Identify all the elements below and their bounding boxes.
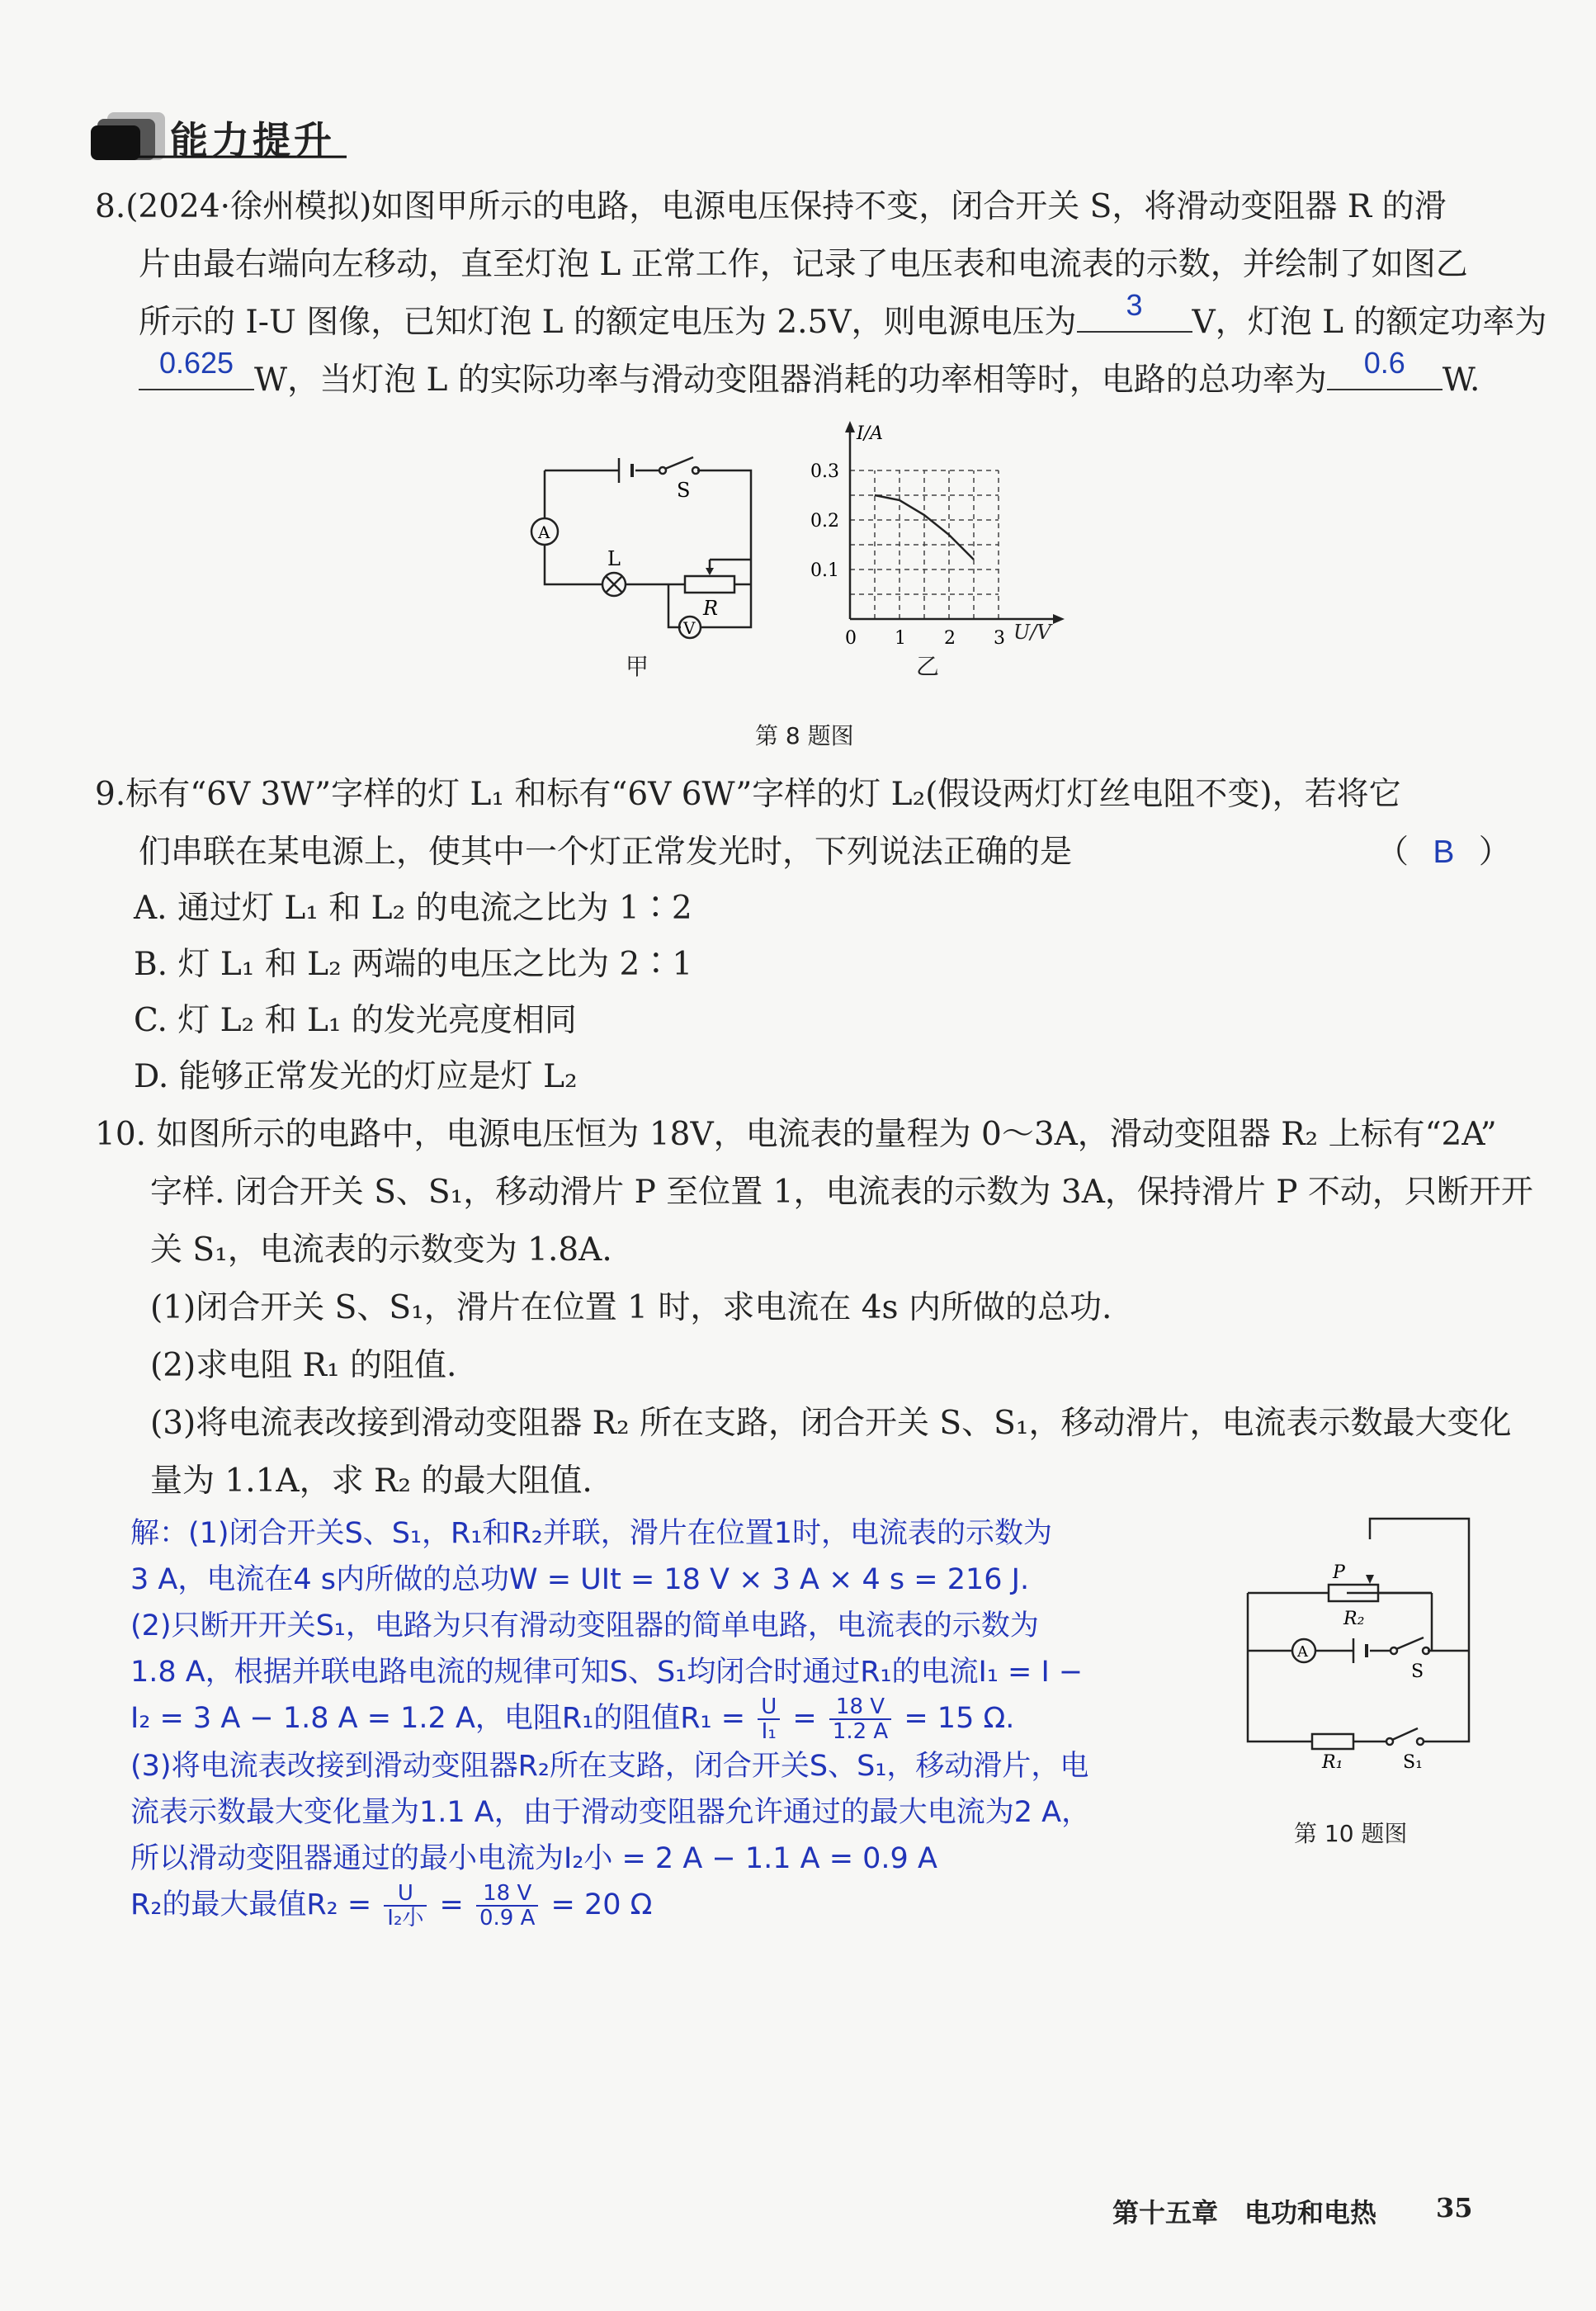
q8-circuit-voltmeter-label: V	[683, 618, 696, 638]
solution-line3: (2)只断开开关S₁，电路为只有滑动变阻器的简单电路，电流表的示数为	[130, 1609, 1039, 1642]
solution-line4: 1.8 A，根据并联电路电流的规律可知S、S₁均闭合时通过R₁的电流I₁ = I −	[130, 1656, 1084, 1689]
q8-line3-a: 所示的 I-U 图像，已知灯泡 L 的额定电压为 2.5V，则电源电压为	[139, 304, 1077, 341]
solution-line8: 所以滑动变阻器通过的最小电流为I₂小 = 2 A − 1.1 A = 0.9 A	[130, 1842, 937, 1875]
q10-line1: 10. 如图所示的电路中，电源电压恒为 18V，电流表的量程为 0～3A，滑动变阻器 R₂ 上标有“2A”	[95, 1116, 1497, 1153]
q10-line3: 关 S₁，电流表的示数变为 1.8A.	[150, 1231, 612, 1269]
chart-xlabel: U/V	[1013, 621, 1051, 644]
q8-fig-label-a: 甲	[626, 653, 649, 680]
solution-line1: 解：(1)闭合开关S、S₁，R₁和R₂并联，滑片在位置1时，电流表的示数为	[130, 1517, 1053, 1550]
chart-x-tick-label: 3	[994, 628, 1005, 649]
q8-line4-a: W，当灯泡 L 的实际功率与滑动变阻器消耗的功率相等时，电路的总功率为	[254, 362, 1327, 399]
q8-caption: 第 8 题图	[755, 722, 854, 749]
blank-rated-power[interactable]	[139, 346, 254, 390]
solution-line5-a: I₂ = 3 A − 1.8 A = 1.2 A，电阻R₁的阻值R₁ =	[130, 1702, 746, 1735]
solution-line5-b: = 15 Ω.	[904, 1702, 1015, 1735]
q9-answer: B	[1433, 834, 1455, 870]
q9-option-d[interactable]: D. 能够正常发光的灯应是灯 L₂	[134, 1058, 578, 1095]
q10-switch-label: S	[1411, 1661, 1424, 1682]
q8-circuit-rheostat-label: R	[703, 597, 719, 620]
frac-num: U	[384, 1882, 427, 1907]
q8-line3-b: V，灯泡 L 的额定功率为	[1192, 304, 1547, 341]
frac-den: I₂小	[387, 1906, 424, 1931]
q10-line2: 字样. 闭合开关 S、S₁，移动滑片 P 至位置 1，电流表的示数为 3A，保持滑片 P 不动，只断开开	[150, 1174, 1533, 1211]
q10-caption: 第 10 题图	[1294, 1820, 1408, 1847]
q8-fig-label-b: 乙	[916, 653, 940, 680]
page-number: 35	[1436, 2192, 1473, 2224]
frac-den: 1.2 A	[832, 1719, 889, 1744]
q8-line4-b: W.	[1442, 362, 1480, 399]
footer-chapter: 第十五章 电功和电热	[1112, 2197, 1377, 2228]
q9-answer-bracket: （ B ）	[1376, 824, 1511, 881]
frac-den: I₁	[761, 1719, 777, 1744]
q9-option-b[interactable]: B. 灯 L₁ 和 L₂ 两端的电压之比为 2∶1	[134, 946, 693, 983]
q8-circuit-diagram	[528, 437, 792, 644]
blank-source-voltage[interactable]	[1077, 288, 1192, 333]
chart-y-tick-label: 0.1	[810, 560, 839, 581]
q9-line1: 9.标有“6V 3W”字样的灯 L₁ 和标有“6V 6W”字样的灯 L₂(假设两灯灯丝电阻不变)，若将它	[95, 776, 1401, 813]
solution-line9: R₂的最大最值R₂ = $\frac{U}{\text{I₂小}}$ = $\frac{18 V}{0.9 A}$ = 20 Ω	[130, 1881, 653, 1931]
chart-ylabel: I/A	[857, 423, 883, 444]
q8-line2: 片由最右端向左移动，直至灯泡 L 正常工作，记录了电压表和电流表的示数，并绘制了如图乙	[139, 246, 1468, 283]
answer-source-voltage: 3	[1126, 288, 1143, 322]
q9-option-a[interactable]: A. 通过灯 L₁ 和 L₂ 的电流之比为 1∶2	[134, 890, 692, 927]
q10-slider-label: P	[1333, 1562, 1345, 1583]
q10-circuit-diagram	[1238, 1502, 1485, 1773]
q10-resistor-label: R₁	[1322, 1752, 1343, 1773]
frac-den: 0.9 A	[479, 1906, 536, 1931]
fraction-18v-over-0_9a	[476, 1882, 538, 1930]
solution-line9-a: R₂的最大最值R₂ =	[130, 1888, 372, 1921]
solution-line2: 3 A，电流在4 s内所做的总功W = UIt = 18 V × 3 A × 4 s = 216 J.	[130, 1563, 1030, 1596]
frac-num: 18 V	[476, 1882, 538, 1907]
solution-line5: I₂ = 3 A − 1.8 A = 1.2 A，电阻R₁的阻值R₁ = $\frac{U}{\text{I₁}}$ = $\frac{18 V}{1.2 A}$ = 15 Ω.	[130, 1694, 1015, 1744]
chart-x-tick-label: 0	[845, 628, 857, 649]
q10-part3b: 量为 1.1A，求 R₂ 的最大阻值.	[150, 1463, 593, 1500]
q9-line2: 们串联在某电源上，使其中一个灯正常发光时，下列说法正确的是	[139, 834, 1073, 871]
solution-line9-b: = 20 Ω	[550, 1888, 653, 1921]
q10-part1: (1)闭合开关 S、S₁，滑片在位置 1 时，求电流在 4s 内所做的总功.	[150, 1289, 1112, 1326]
chart-y-tick-label: 0.3	[810, 461, 839, 482]
section-title: 能力提升	[170, 118, 335, 163]
chart-y-tick-label: 0.2	[810, 511, 839, 532]
q8-circuit-ammeter-label: A	[538, 522, 550, 542]
q10-solution	[130, 1510, 1228, 1930]
q10-rheostat-label: R₂	[1343, 1609, 1365, 1629]
q10-ammeter-label: A	[1297, 1643, 1308, 1661]
q8-circuit-lamp-label: L	[607, 547, 621, 570]
fraction-u-over-i2min	[384, 1882, 427, 1930]
q9-option-c[interactable]: C. 灯 L₂ 和 L₁ 的发光亮度相同	[134, 1002, 577, 1039]
chart-x-tick-label: 2	[944, 628, 956, 649]
blank-total-power[interactable]	[1327, 346, 1443, 390]
q10-part3a: (3)将电流表改接到滑动变阻器 R₂ 所在支路，闭合开关 S、S₁，移动滑片，电流表示数最大变化	[150, 1405, 1512, 1442]
q10-switch2-label: S₁	[1403, 1752, 1423, 1773]
answer-rated-power: 0.625	[158, 346, 234, 380]
answer-total-power: 0.6	[1363, 346, 1405, 380]
q10-part2: (2)求电阻 R₁ 的阻值.	[150, 1347, 457, 1384]
solution-line7: 流表示数最大变化量为1.1 A，由于滑动变阻器允许通过的最大电流为2 A，	[130, 1796, 1091, 1829]
frac-num: U	[758, 1695, 780, 1720]
fraction-18v-over-1_2a	[829, 1695, 891, 1743]
q8-line4	[139, 346, 1591, 409]
fraction-u-over-i1	[758, 1695, 780, 1743]
solution-line6: (3)将电流表改接到滑动变阻器R₂所在支路，闭合开关S、S₁，移动滑片，电	[130, 1750, 1089, 1783]
q8-line1: 8.(2024·徐州模拟)如图甲所示的电路，电源电压保持不变，闭合开关 S，将滑动变阻器 R 的滑	[95, 188, 1447, 225]
q8-circuit-switch-label: S	[677, 479, 691, 502]
chart-x-tick-label: 1	[895, 628, 906, 649]
frac-num: 18 V	[829, 1695, 891, 1720]
section-header	[91, 106, 355, 163]
